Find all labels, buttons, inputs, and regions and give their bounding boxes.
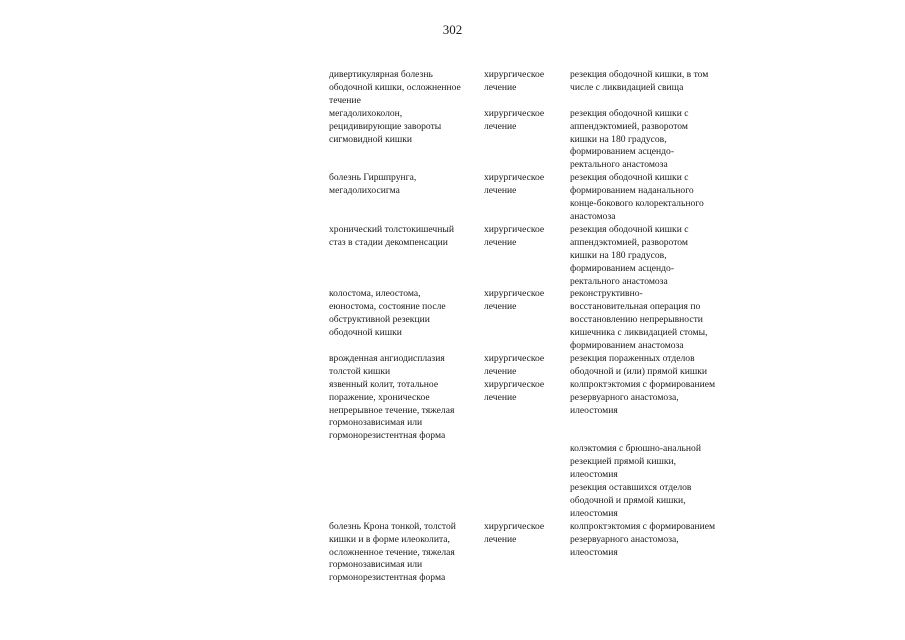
text-line: ректального анастомоза	[570, 275, 668, 287]
text-line: гормонозависимая или	[329, 417, 423, 429]
text-line: лечение	[484, 301, 517, 313]
treatment-type-cell	[484, 379, 570, 521]
diagnosis-cell	[329, 108, 484, 173]
text-line: резекция пораженных отделов	[570, 352, 695, 364]
treatment-method-cell	[570, 224, 750, 289]
diagnosis-cell	[329, 69, 484, 108]
table-row	[329, 108, 750, 173]
text-line: ободочной кишки	[329, 327, 402, 339]
text-line: поражение, хроническое	[329, 391, 430, 403]
text-line: кишки на 180 градусов,	[570, 133, 667, 145]
text-line: илеостомия	[570, 546, 618, 558]
table-row	[329, 521, 750, 586]
text-line: формированием асцендо-	[570, 262, 675, 274]
text-line: осложненное течение, тяжелая	[329, 546, 455, 558]
text-line: кишечника с ликвидацией стомы,	[570, 327, 708, 339]
table-row	[329, 172, 750, 224]
text-line: формированием анастомоза	[570, 340, 684, 352]
text-line: аппендэктомией, разворотом	[570, 120, 688, 132]
text-line: гормонорезистентная форма	[329, 572, 446, 584]
text-line: хирургическое	[484, 288, 545, 300]
text-line: хирургическое	[484, 520, 545, 532]
text-line: формированием наданального	[570, 185, 694, 197]
text-line: непрерывное течение, тяжелая	[329, 404, 455, 416]
text-line: конце-бокового колоректального	[570, 198, 704, 210]
text-line: резекция ободочной кишки с	[570, 172, 689, 184]
treatment-type-cell	[484, 108, 570, 173]
treatment-method-cell	[570, 172, 750, 224]
treatment-method-cell	[570, 108, 750, 173]
text-line: резекция ободочной кишки с	[570, 223, 689, 235]
treatment-type-cell	[484, 224, 570, 289]
text-line: гормонозависимая или	[329, 559, 423, 571]
treatment-method-cell	[570, 288, 750, 353]
diagnosis-cell	[329, 172, 484, 224]
treatment-type-cell	[484, 69, 570, 108]
page-number: 302	[442, 22, 463, 37]
text-line: колэктомия с брюшно-анальной	[570, 443, 701, 455]
text-line: болезнь Крона тонкой, толстой	[329, 520, 456, 532]
text-line: еюностома, состояние после	[329, 301, 446, 313]
treatment-type-cell	[484, 288, 570, 353]
diagnosis-cell	[329, 224, 484, 289]
text-line: толстой кишки	[329, 365, 391, 377]
table-row	[329, 224, 750, 289]
text-line: колпроктэктомия с формированием	[570, 378, 716, 390]
text-line: сигмовидной кишки	[329, 133, 413, 145]
table-row	[329, 353, 750, 379]
text-line: колостома, илеостома,	[329, 288, 421, 300]
text-line: лечение	[484, 236, 517, 248]
diagnosis-cell	[329, 379, 484, 521]
text-line: илеостомия	[570, 469, 618, 481]
table-body	[329, 69, 750, 585]
text-line: аппендэктомией, разворотом	[570, 236, 688, 248]
text-line: восстановлению непрерывности	[570, 314, 703, 326]
text-line: резекция ободочной кишки, в том	[570, 69, 709, 80]
text-line: хирургическое	[484, 172, 545, 184]
text-line: кишки и в форме илеоколита,	[329, 533, 450, 545]
text-line: лечение	[484, 81, 517, 93]
text-line: формированием асцендо-	[570, 146, 675, 158]
text-line: мегадолихоколон,	[329, 107, 403, 119]
treatment-method-cell	[570, 353, 750, 379]
table-row	[329, 379, 750, 521]
text-line: числе с ликвидацией свища	[570, 81, 684, 93]
treatment-method-cell	[570, 69, 750, 108]
diagnosis-cell	[329, 288, 484, 353]
text-line: лечение	[484, 120, 517, 132]
text-line: ободочной и (или) прямой кишки	[570, 365, 708, 377]
treatment-method-cell	[570, 521, 750, 586]
text-line: обструктивной резекции	[329, 314, 430, 326]
text-line: гормонорезистентная форма	[329, 430, 446, 442]
treatment-type-cell	[484, 521, 570, 586]
text-line: рецидивирующие завороты	[329, 120, 442, 132]
text-line: илеостомия	[570, 404, 618, 416]
text-line: лечение	[484, 185, 517, 197]
text-line: реконструктивно-	[570, 288, 643, 300]
treatment-method-cell	[570, 379, 750, 521]
text-line: резервуарного анастомоза,	[570, 533, 679, 545]
text-line: хирургическое	[484, 107, 545, 119]
diagnosis-cell	[329, 353, 484, 379]
text-line	[570, 417, 750, 430]
text-line: кишки на 180 градусов,	[570, 249, 667, 261]
text-line: ректального анастомоза	[570, 159, 668, 171]
text-line: резекция ободочной кишки с	[570, 107, 689, 119]
text-line: анастомоза	[570, 210, 616, 222]
text-line: врожденная ангиодисплазия	[329, 352, 445, 364]
text-line: хирургическое	[484, 223, 545, 235]
text-line: стаз в стадии декомпенсации	[329, 236, 448, 248]
treatment-type-cell	[484, 353, 570, 379]
table-row	[329, 288, 750, 353]
text-line: хронический толстокишечный	[329, 223, 454, 235]
text-line: колпроктэктомия с формированием	[570, 520, 716, 532]
treatment-table	[329, 69, 750, 585]
text-line: ободочной кишки, осложненное	[329, 81, 461, 93]
text-line: хирургическое	[484, 352, 545, 364]
text-line: илеостомия	[570, 507, 618, 519]
text-line: резекцией прямой кишки,	[570, 456, 677, 468]
text-line: лечение	[484, 365, 517, 377]
text-line: лечение	[484, 533, 517, 545]
text-line: хирургическое	[484, 378, 545, 390]
text-line: восстановительная операция по	[570, 301, 701, 313]
text-line: резервуарного анастомоза,	[570, 391, 679, 403]
text-line: лечение	[484, 391, 517, 403]
treatment-type-cell	[484, 172, 570, 224]
text-line: болезнь Гиршпрунга,	[329, 172, 417, 184]
text-line: язвенный колит, тотальное	[329, 378, 439, 390]
text-line: ободочной и прямой кишки,	[570, 494, 686, 506]
table-row	[329, 69, 750, 108]
text-line: хирургическое	[484, 69, 545, 80]
text-line: дивертикулярная болезнь	[329, 69, 433, 80]
diagnosis-cell	[329, 521, 484, 586]
text-line: резекция оставшихся отделов	[570, 481, 692, 493]
text-line: мегадолихосигма	[329, 185, 400, 197]
text-line: течение	[329, 94, 361, 106]
text-line	[570, 430, 750, 443]
